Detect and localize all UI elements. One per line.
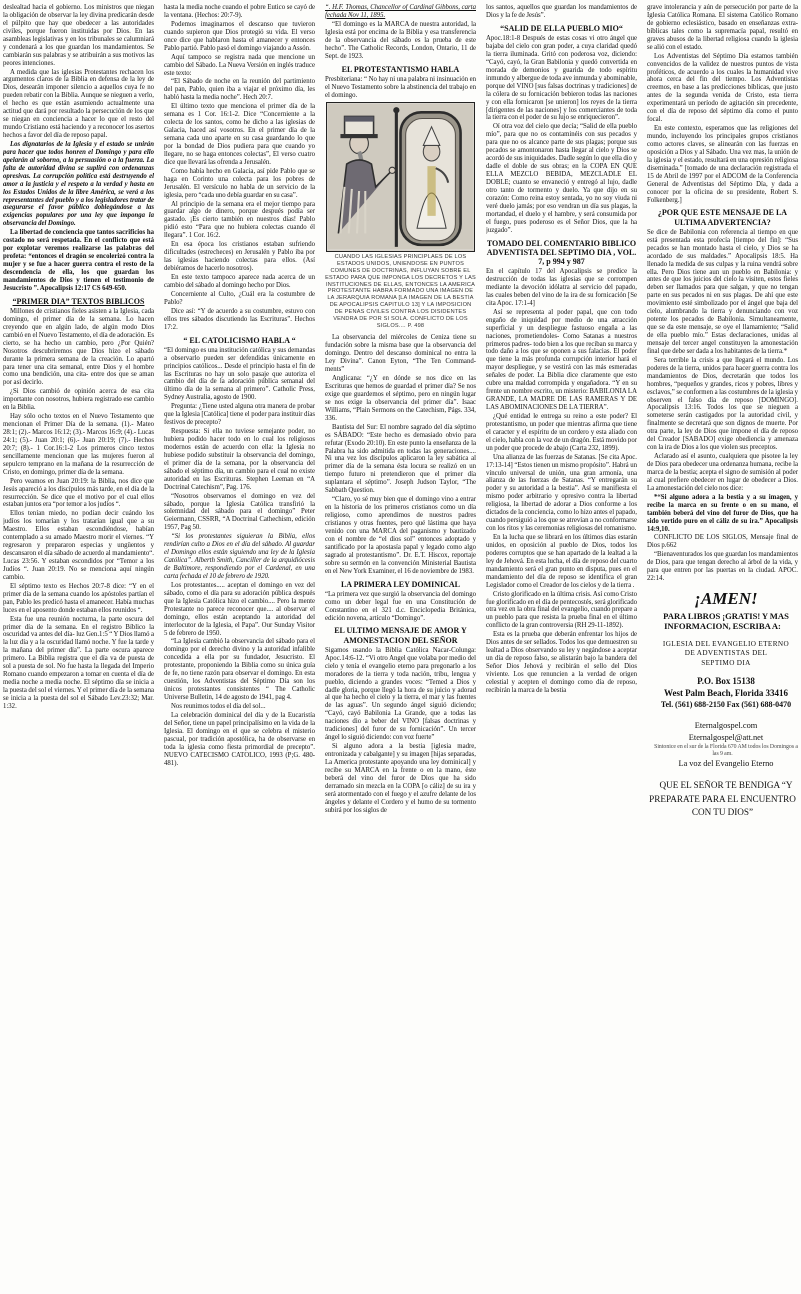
paragraph: Ellos tenían miedo, no podían decir cuándo los judíos los tomarían y los tratarían igual que a su Maestro. Ellos estaban escondiéndose, habían contemplado a su amado Maestro morir el viernes. “Y regresaron y prepararon especias y ungüentos y descansaron el día sábado de acuerdo al mandamiento“. Lucas 23:56. Y estaban escondidos por “Temor a los Judíos “. Juan 20:19. No se menciona aquí ningún cambio. <box>3 510 154 581</box>
paragraph: “La primera vez que surgió la observancia del domingo como un deber legal fue en una Constitución de Constantino en el 321 d.c. Enciclopedia Británica, edición novena, artículo “Domingo”. <box>325 590 476 622</box>
paragraph: El séptimo texto es Hechos 20:7-8 dice: “Y en el primer día de la semana cuando los apóstoles partían el pan, Pablo les predicó hasta el amanecer. Había muchas luces en el aposento donde estaban ellos reunidos “. <box>3 582 154 614</box>
footer-line <box>647 668 798 675</box>
paragraph: La celebración dominical del día y de la Eucaristía del Señor, tiene un papel principalísimo en la vida de la Iglesia. El domingo en el que se celebra el misterio pascual, por tradición apostólica, ha de observarse en toda la iglesia como fiesta primordial de precepto”. NUEVO CATECISMO CATOLICO, 1993 (P;G. 480-481). <box>164 711 315 767</box>
paragraph: Pero veamos en Juan 20:19: la Biblia, nos dice que Jesús apareció a los discípulos más tarde, en el día de la resurrección. Se dice que el motivo por el cual ellos estaban juntos era “por temor a los judíos “. <box>3 477 154 509</box>
paragraph: “El Sábado de noche en la reunión del partimiento del pan, Pablo, quien iba a viajar el próximo día, les habló hasta la media noche”. Hech 20:7. <box>164 78 315 102</box>
footer-line: QUE EL SEÑOR TE BENDIGA “Y PREPARATE PARA EL ENCUENTRO CON TU DIOS” <box>649 779 796 818</box>
paragraph: “El domingo es una institución católica y sus demandas a observarlo pueden ser defendidas únicamente en principios católicos... Desde el principio hasta el fin de las Escrituras no hay un solo pasaje que autoriza el cambio del día de la adoración pública semanal del último día de la semana al primero”. Catholic Press, Sydney Australia, agosto de 1900. <box>164 346 315 402</box>
paragraph: “Si los protestantes siguieran la Biblia, ellos rendirían culto a Dios en el día del sábado. Al guardar el Domingo ellos están siguiendo una ley de la Iglesia Católica”. Alberth Smith, Canciller de la arquidiócesis de Baltimore, respondiendo por el Cardenal, en una carta fechada el 10 de febrero de 1920. <box>164 533 315 580</box>
paragraph: El último texto que menciona el primer día de la semana es 1 Cor. 16:1-2. Dice “Concerniente a la colecta de los santos, como he dicho a las iglesias de Galacia, haced así vosotros. En el primer día de la semana cada uno aparte en su casa guardando lo que por la bondad de Dios pudiera para que cuando yo llegare, no se haga entonces colectas”, El verso cuatro dice que llevará las ofrenda a Jerusalén. <box>164 103 315 166</box>
footer-line: P.O. Box 15138 <box>697 676 755 687</box>
paragraph: Millones de cristianos fieles asisten a la Iglesia, cada domingo, el primer día de la semana. Lo hacen creyendo que en algún lado, de algún modo Dios cambió en el Nuevo Testamento, el día de adoración. Es cierto, se ha hecho un cambio, pero ¿Por Quién? Nosotros descubriremos que Dios hizo el sábado durante la primera semana de la creación. Lo apartó para tener una cita semanal, entre Dios y el hombre como una bendición, una cita- entre dos que se aman por así decirlo. <box>3 307 154 387</box>
footer-line: DE ADVENTISTAS DEL <box>684 649 768 658</box>
paragraph: Los dignatarios de la Iglesia y el estado se unirán para hacer que todos honren el Domingo y para ello apelarán al soborno, a la persuasión o a la fuerza. La falta de autoridad divina se suplirá con ordenanzas opresivas. La corrupción política está destruyendo el amor a la justicia y el respeto a la verdad y hasta en los Estados Unidos de la libre América, se verá a los representantes del pueblo y a los legisladores tratar de asegurarse el favor público doblegándose a las exigencias populares por una ley que imponga la observancia del Domingo. <box>3 140 154 228</box>
footer-line: IGLESIA DEL EVANGELIO ETERNO <box>662 640 790 649</box>
paragraph: Podemos imaginarnos el descanso que tuvieron cuando supieron que Dios protegió su vida. El verso once dice que hablaron hasta el amanecer y entonces Pablo partió. Pablo pasó el domingo viajando a Assón. <box>164 20 315 52</box>
paragraph: La libertad de conciencia que tantos sacrificios ha costado no será respetada. En el conflicto que está por explotar veremos realizarse las palabras del profeta: “entonces el dragón se encolerizó contra la mujer y se fue a hacer guerra contra el resto de la descendencia de ella, los que guardan los mandamientos de Dios y tienen el testimonio de Jesucristo ”. Apocalipsis 12:17 CS 649-650. <box>3 229 154 292</box>
paragraph: La observancia del miércoles de Ceniza tiene su fundación sobre la misma base que la observancia del domingo. Dentro del descanso dominical no entra la Ley Divina”. Canon Eyton, “The Ten Command-ments” <box>325 334 476 374</box>
paragraph: Pregunta: ¿Tiene usted alguna otra manera de probar que la Iglesia [Católica] tiene el poder para instituir días festivos de precepto? <box>164 403 315 427</box>
paragraph: “Claro, yo sé muy bien que el domingo vino a entrar en la historia de los primeros cristianos como un día religioso, como aprendimos de nuestros padres cristianos y otras fuentes, pero qué lástima que haya venido con una MARCA del paganismo y bautizado con el nombre de “el dios sol” entonces adoptado y santificado por la apostasía papal y legado como algo sagrado al protestantismo”. Dr. E.T. Hiscox, reportaje sobre su sermón en la convención Ministerial Bautista en el New York Examiner, el 16 de noviembre de 1983. <box>325 496 476 575</box>
column-1 <box>3 4 154 1290</box>
column-2 <box>164 4 315 1290</box>
footer-line: ¡AMEN! <box>694 589 758 609</box>
paragraph: Los Adventistas del Séptimo Día estamos también convencidos de la validez de nuestros puntos de vista proféticos, de acuerdo a los cuales la humanidad vive ahora cerca del fin del tiempo. Los Adventistas creemos, en base a las predicciones bíblicas, que justo antes de la segunda venida de Cristo, esta tierra experimentará un período de agitación sin precedente, con el día de reposo del séptimo día como el punto focal. <box>647 52 798 124</box>
paragraph: En esa época los cristianos estaban sufriendo dificultades (estrecheces) en Jerusalén y Pablo iba por las iglesias haciendo colectas para ellos. (Así debiéramos de hacerlo nosotros). <box>164 241 315 272</box>
paragraph: Si alguno adora a la bestia [iglesia madre, entronizada y cabalgante] y su imagen [hijas separadas, La America protestante apoyando una ley dominical] y recibe su MARCA en la frente o en la mano, éste beberá del vino del furor de Dios que ha sido derramado sin mezcla en la COPA [o cáliz] de su ira y será atormentado con el fuego y el azufre delante de los ángeles y delante el Cordero y el humo de su tormento subirá por los siglos de <box>325 743 476 814</box>
paragraph: A medida que las iglesias Protestantes rechacen los argumentos claros de la Biblia en defensa de la ley de Dios, desearán imponer silencio a aquellos cuya fe no pueden rebatir con la Biblia. Aunque se nieguen a verlo, el hecho es que están asumiendo actualmente una actitud que dará por resultado la persecución de los que se niegan en conciencia a hacer lo que el resto del mundo Cristiano está haciendo y a reconocer los asertos hechos a favor del día de reposo papal. <box>3 68 154 139</box>
paragraph: Apoc.18:1-8 Después de estas cosas vi otro ángel que bajaba del cielo con gran poder, a cuya claridad quedó la tierra iluminada. Gritó con poderosa voz, diciendo: “Cayó, cayó, la Gran Babilonia y quedó convertida en morada de demonios y guarida de todo espíritu inmundo y albergue de toda ave inmunda y abominable, porque del VINO [sus falsas doctrinas y tradiciones] de la cólera de su fornicación bebieron todas las naciones y con ella fornicaron [se unieron] los reyes de la tierra [dirigentes de las naciones] y los comerciantes de toda la tierra con el poder de su lujo se enriquecieron”. <box>486 35 637 122</box>
paragraph: Sigamos usando la Biblia Católica Nacar-Colunga: Apoc.14:6-12. “Vi otro Angel que volaba por medio del cielo y tenía el evangelio eterno para pregonarlo a los moradores de la tierra y toda nación, tribu, lengua y pueblo, diciendo a grandes voces: “Temed a Dios y dadle gloria, porque llegó la hora de su juicio y adorad al que ha hecho el cielo y la tierra, el mar y las fuentes de las aguas”. Un segundo ángel siguió diciendo; “Cayó, cayó Babilonia La Grande, que a todas las naciones dio a beber del VINO [falsas doctrinas y tradiciones] del furor de su fornicación”. Un tercer ángel lo siguió diciendo: con voz fuerte” <box>325 646 476 742</box>
section-heading: EL PROTESTANTISMO HABLA <box>341 64 460 74</box>
uncle-sam-mirror-illustration <box>326 102 475 252</box>
paragraph: “El domingo es la MARCA de nuestra autoridad, la Iglesia está por encima de la Biblia y esa transferencia de la observancia del sábado es la prueba de este hecho”. The Catholic Records, London, Ontario, 11 de Sept. de 1923. <box>325 20 476 60</box>
paragraph: “Bienaventurados los que guardan los mandamientos de Dios, para que tengan derecho al árbol de la vida, y para que entren por las puertas en la ciudad. APOC. 22:14. <box>647 551 798 583</box>
column-4 <box>486 4 637 1290</box>
paragraph: Presbiteriana: “ No hay ni una palabra ni insinuación en el Nuevo Testamento sobre la abstinencia del trabajo en el domingo. <box>325 75 476 99</box>
paragraph: “La Iglesia cambió la observancia del sábado para el domingo por el derecho divino y la autoridad infalible concedida a ella por su fundador, Jesucristo. El protestante, proponiendo la Biblia como su única guía de fe, no tiene razón para observar el domingo. En esta cuestión, los Adventistas del Séptimo Día son los únicos protestantes consistentes “ The Catholic Universe Bulletin, 14 de agosto de 1941, pag 4. <box>164 638 315 701</box>
paragraph: Hay sólo ocho textos en el Nuevo Testamento que mencionan el Primer Día de la semana. (1).- Mateo 28:1; (2).- Marcos 16:12; (3).- Marcos 16:9; (4).- Lucas 24:1; (5).- Juan 20:1; (6).- Juan 20:19; (7).- Hechos 20:7; (8).- 1 Cor.16:1-2 Los primeros cinco textos sencillamente mencionan que las mujeres fueron al sepulcro temprano en la mañana de la resurrección de Cristo, en domingo, primer día de la semana. <box>3 413 154 476</box>
footer-line: La voz del Evangelio Eterno <box>678 758 774 768</box>
paragraph: En este contexto, esperamos que las religiones del mundo, incluyendo los principales grupos cristianos como actores claves, se alinearán con las fuerzas en oposición a Dios y al Sábado. Una vez mas, la unión de la iglesia y el estado, resultará en una opresión religiosa diseminada.” [tomado de una declaración registrada el 15 de Abril de 1997 por el ADCOM de la Conferencia General de Adventistas del Séptimo Día, y dada a conocer por la oficina de su presidente, Robert S. Folkenberg.] <box>647 125 798 204</box>
paragraph: Respuesta: Si ella no tuviese semejante poder, no hubiera podido hacer todo en lo cual los religiosos modernos están de acuerdo con ella: la Iglesia no hubiese podido substituir la observancia del domingo, el primer día de la semana, por la observancia del sábado el séptimo día, un cambio para el cual no existe autoridad en las Escrituras. Stephen Leeman en “A Doctrinal Catechism”, Pag. 176. <box>164 428 315 491</box>
paragraph: CONFLICTO DE LOS SIGLOS, Mensaje final de Dios p.662 <box>647 534 798 550</box>
paragraph: Bautista del Sur: El nombre sagrado del día séptimo es SÁBADO: “Este hecho es demasiado obvio para refutar (Exodo 20:10). En este punto la enseñanza de la Palabra ha sido admitida en todas las generaciones.... Ni una vez los discípulos aplicaron la ley sabática al primer día de la semana ésta locura se realizó en un tiempo futuro ni pretendieron que el primer día suplantara el séptimo”. Joseph Judson Taylor, “The Sabbath Question. <box>325 423 476 495</box>
paragraph: *“Si alguno adora a la bestia y a su imagen, y recibe la marca en su frente o en su mano, el también beberá del vino del furor de Dios, que ha sido vertido puro en el cáliz de su ira.” Apocalipsis 14:9,10. <box>647 493 798 533</box>
illustration-caption: CUANDO LAS IGLESIAS PRINCIPLAES DE LOS ESTADOS UNIDOS, UNIENDOSE EN PUNTOS COMUNES DE DOCTRINAS, INFLUYAN SOBRE EL ESTADO PARA QUE IMPONGA LOS DECRETOS Y LAS INSTITUCIONES DE ELLAS, ENTONCES LA AMERICA PROTESTANTE HABRA FORMADO UNA IMAGEN DE LA JERARQUIA ROMANA [LA IMAGEN DE LA BESTIA DE APOCALIPSIS CAPITULO 13] Y LA IMPOSICION DE PENAS CIVILES CONTRA LOS DISIDENTES VENDRA DE POR SI SOLA. CONFLICTO DE LOS SIGLOS.... P. 498 <box>325 253 476 330</box>
column-3 <box>325 4 476 1290</box>
paragraph: ¿Si Dios cambió de opinión acerca de esa cita importante con nosotros, hubiera registrado ese cambio en la Biblia. <box>3 388 154 412</box>
paragraph: Aquí tampoco se registra nada que mencione un cambio del Sábado. La Nueva Versión en inglés traduce este texto: <box>164 53 315 77</box>
footer-line: PARA LIBROS ¡GRATIS! Y MAS INFORMACION, ESCRIBA A: <box>663 610 789 631</box>
paragraph: Concerniente al Culto, ¿Cuál era la costumbre de Pablo? <box>164 290 315 306</box>
section-heading: “PRIMER DIA” TEXTOS BIBLICOS <box>12 296 145 306</box>
paragraph: Como había hecho en Galacia, así pide Pablo que se haga en Corinto una colecta para los pobres de Jerusalén. El versículo no habla de un servicio de la iglesia, pero “cada uno debía guardar en su casa”. <box>164 167 315 199</box>
section-heading: ¿POR QUE ESTE MENSAJE DE LA ULTIMA ADVERTENCIA? <box>657 208 788 227</box>
columns-container <box>3 4 798 1290</box>
footer-line: West Palm Beach, Florida 33416 <box>664 687 788 698</box>
footer-line <box>647 712 798 719</box>
paragraph: ¿Qué entidad le entrega su reino a este poder? El protestantismo, un poder que mientras afirma que tiene el caracter y el espíritu de un cordero y esta aliado con el cielo, habla con la voz de un dragón. Está movido por un poder que procede de abajo (Carta 232, 1899). <box>486 412 637 452</box>
paragraph: Nos reunimos todos el día del sol... <box>171 702 266 710</box>
paragraph: Cristo glorificado en la última crisis. Así como Cristo fue glorificado en el día de pentecostés, será glorificado otra vez en la obra final del evangelio, cuando prepare a un pueblo para que resista la prueba final en el último conflicto de la gran controversia (RH 29-11-1892). <box>486 590 637 630</box>
paragraph: Esta fue una reunión nocturna, la parte oscura del primer día de la semana. En el registro Bíblico la oscuridad va antes del día- luz Gen.1:5 “ Y Dios llamó a la luz día y a la oscuridad llamó noche. Y fue la tarde y la mañana del primer día”. La parte oscura aparece primero. La Biblia registra que el día va de puesta de sol a puesta de sol. No fue hasta la llegada del Imperio Romano cuando empezaron a tomar en cuenta el día de media noche a media noche. El séptimo día se inicia a la puesta del sol el viernes. Y el primer día de la semana se inicia a la puesta del sol el Sábado Lev.23:32; Mar. 1:32. <box>3 615 154 710</box>
footer-line: Eternalgospel.com <box>694 720 758 730</box>
section-heading: EL ULTIMO MENSAJE DE AMOR Y AMONESTACION DEL SEÑOR <box>334 626 467 645</box>
paragraph: “. H.F. Thomas, Chancellor of Cardinal Gibbons, carta fechada Nov 11, 1895. <box>325 4 476 19</box>
paragraph: los santos, aquellos que guardan los mandamientos de Dios y la fe de Jesús”. <box>486 4 637 19</box>
footer-line: Eternalgospel@att.net <box>688 732 764 742</box>
section-heading: LA PRIMERA LEY DOMINICAL <box>340 579 461 589</box>
section-heading: “ EL CATOLICISMO HABLA “ <box>183 335 296 345</box>
paragraph: Se dice de Babilonia con referencia al tiempo en que está presentada esta profecía [tiempo del fin]: “Sus pecados se han montado hasta el cielo, y Dios se ha acordado de sus maldades.” Apocalipsis 18:5. Ha llenado la medida de sus culpas y la ruina vendrá sobre ella. Pero Dios tiene aun un pueblo en Babilonia: y antes de que los juicios del cielo la visiten, estos fieles deben ser llamados para que salgan, y que no tengan parte en sus pecados ni en sus plagas. De ahí que este movimiento esté simbolizado por el ángel que baja del cielo, alumbrando la tierra y denunciando con voz potente los pecados de Babilonia. Simultaneamente, que se da este mensaje, se oye el llamamiento; “Salid de ella pueblo mío.” Estas declaraciones, unidas al mensaje del tercer angel constituyen la amonestación final que debe ser dada a los habitantes de la tierra.* <box>647 228 798 355</box>
footer-line: Tel. (561) 688-2150 Fax (561) 688-0470 <box>660 700 792 710</box>
column-5 <box>647 4 798 1290</box>
paragraph: Sera terrible la crisis a que llegará el mundo. Los poderes de la tierra, unidos para hacer guerra contra los mandamientos de Dios, decretarán que todos los hombres, “pequeños y grandes, ricos y pobres, libres y esclavos,” se conformen a las costumbres de la iglesia y observen el falso día de reposo [DOMINGO]. Apocalipsis 13:16. Todos los que se nieguen a someterse serán castigados por la autoridad civil, y finalmente se decretará que son dignos de muerte. Por otra parte, la ley de Dios que impone el día de reposo del Creador [SABADO] exige obediencia y amenaza con la ira de Dios a los que violen sus preceptos. <box>647 356 798 452</box>
paragraph: En la lucha que se librará en los últimos días estarán unidos, en oposición al pueblo de Dios, todos los poderes corruptos que se han apartado de la lealtad a la ley de Jehová. En esta lucha, el día de reposo del cuarto mandamiento será el gran punto en disputa, pues en el mandamiento del día de reposo se identifica el gran Legislador como el Creador de los cielos y de la tierra . <box>486 534 637 589</box>
paragraph: Dice así: “Y de acuerdo a su costumbre, estuvo con ellos tres sábados discutiendo las Escrituras”. Hechos 17:2. <box>164 307 315 331</box>
section-heading: “SALID DE ELLA PUEBLO MIO“ <box>500 23 623 33</box>
paragraph: En el capítulo 17 del Apocalipsis se predice la destrucción de todas las iglesias que se corrompen mediante la devoción idólatra al servicio del papado, las cuales beben del vino de la ira de su fornicación [Se cita Apoc. 17:1-4] <box>486 268 637 307</box>
footer-line <box>647 632 798 639</box>
footer-line: Sintonice en el sur de la Florida 670 AM todos los Domingos a las 9 am. <box>654 744 798 758</box>
section-heading: TOMADO DEL COMENTARIO BIBLICO ADVENTISTA DEL SEPTIMO DIA , VOL. 7, p 994 y 987 <box>486 238 637 266</box>
paragraph: grave intolerancia y aún de persecución por parte de la Iglesia Católica Romana. El sistema Católico Romano de gobierno eclesiástico, basado en enseñanzas extra-bíblicas tales como la supremacía papal, resultó en graves abusos de la libertad religiosa cuando la iglesia se alió con el estado. <box>647 4 798 51</box>
footer-line: SEPTIMO DIA <box>701 658 751 667</box>
paragraph: deslealtad hacia el gobierno. Los ministros que niegan la obligación de observar la ley divina predicarán desde el púlpito que hay que obedecer a las autoridades civiles, porque fueron instituidas por Dios. En las asambleas legislativas y en los tribunales se calumniará y condenará a los que guardan los mandamientos. Se cambiarán sus palabras y se atribuirán a sus motivos las peores intenciones. <box>3 4 154 67</box>
paragraph: “Nosotros observamos el domingo en vez del sábado, porque la Iglesia Católica transfirió la solemnidad del sábado para el domingo” Peter Geiermann, CSSRR, “A Doctrinal Cathechism, edición 1957, Pag 50. <box>164 492 315 532</box>
paragraph: Los protestantes..... aceptan el domingo en vez del sábado, como el día para su adoración pública después que la Iglesia Católica hizo el cambio.... Pero la mente Protestante no parece reconocer que.... al observar el domingo, ellos están aceptando la autoridad del interlocutor de la Iglesia, el Papa”. Our Sunday Visitor 5 de febrero de 1950. <box>164 581 315 637</box>
paragraph: Esta es la prueba que deberán enfrentar los hijos de Dios antes de ser sellados. Todos los que demuestren su lealtad a Dios observando su ley y negándose a aceptar un día de reposo falso, se alistarán bajo la bandera del Señor Dios Jehová y recibirán el sello del Dios viviente. Los que renuncien a la verdad de origen celestial y acepten el domingo como día de reposo, recibirán la marca de la bestia <box>486 631 637 694</box>
paragraph: En este texto tampoco aparece nada acerca de un cambio del sábado al domingo hecho por Dios. <box>164 273 315 289</box>
paragraph: Al principio de la semana era el mejor tiempo para guardar algo de dinero, porque después podía ser gastado. ¡Es cierto también en nuestros días! Pablo pidió esto “Para que no hubiera colectas cuando él llegara”. 1 Cor. 16:2. <box>164 200 315 240</box>
paragraph: Oí otra voz del cielo que decía; “Salid de ella pueblo mío”, para que no os contaminéis con sus pecados y para que no os alcance parte de sus plagas; porque sus pecados se amontonaron hasta llegar al cielo y Dios se acordó de sus iniquidades. Dadle según lo que ella dio y dadle el doble de sus obras; en la COPA EN QUE ELLA MEZCLO BEBIDA, MEZCLADLE EL DOBLE; cuanto se envaneció y entregó al lujo, dadle otro tanto de tormento y duelo. Ya que dijo en su corazón: Como reina estoy sentada, yo no soy viuda ni veré duelo jamás; por eso vendran un día sus plagas, la mortandad, el duelo y el hambre, y será consumida por el fuego, pues poderoso es el Señor Dios, que la ha juzgado”. <box>486 123 637 234</box>
paragraph: Una alianza de las fuerzas de Satanas. [Se cita Apoc. 17:13-14] “Estos tienen un mismo propósito”. Habrá un vínculo universal de unión, una gran armonía, una alianza de las fuerzas de Satanas. “Y entregarán su poder y su autoridad a la bestia”. Así se manifiesta el mismo poder arbitrario y opresivo contra la libertad religiosa, la libertad de adorar a Dios conforme a los dictados de la conciencia, como lo hizo antes el papado, cuando persiguió a los que se atrevían a no conformarse con los ritos y las ceremonias religiosas del romanismo. <box>486 453 637 533</box>
paragraph: Así se representa al poder papal, que con todo engaño de iniquidad por medio de una atracción superficial y un despliegue fastuoso engaña a las naciones, prometiendoles- Como Satanas a nuestros primeros padres- todo bien a los que reciban su marca y todo daño a los que se oponen a sus falacias. El poder que tiene la más profunda corrupción interior hará el mayor despliegue, y se vestirá con las más esmeradas señales de poder. La Biblia dice claramente que esto cubre una maldad corrompida y engañadora. “Y en su frente un nombre escrito, un misterio: BABILONIA LA GRANDE, LA MADRE DE LAS RAMERAS Y DE LAS ABOMINACIONES DE LA TIERRA”. <box>486 308 637 411</box>
paragraph: hasta la media noche cuando el pobre Eutico se cayó de la ventana. (Hechos: 20:7-9). <box>164 4 315 19</box>
paragraph: Aclarado así el asunto, cualquiera que pisotee la ley de Dios para obedecer una ordenanza humana, recibe la marca de la bestia; acepta el signo de sumisión al poder al cual prefiere obedecer en lugar de obedecer a Dios. La amonestación del cielo nos dice: <box>647 453 798 492</box>
paragraph: Anglicana: “¿Y en dónde se nos dice en las Escrituras que hemos de guardad el primer día? Se nos exige que guardemos el séptimo, pero en ningún lugar se nos exige la observancia del primer día”. Isaac Williams, “Plain Sermons on the Catechism, Págs. 334, 336. <box>325 375 476 422</box>
